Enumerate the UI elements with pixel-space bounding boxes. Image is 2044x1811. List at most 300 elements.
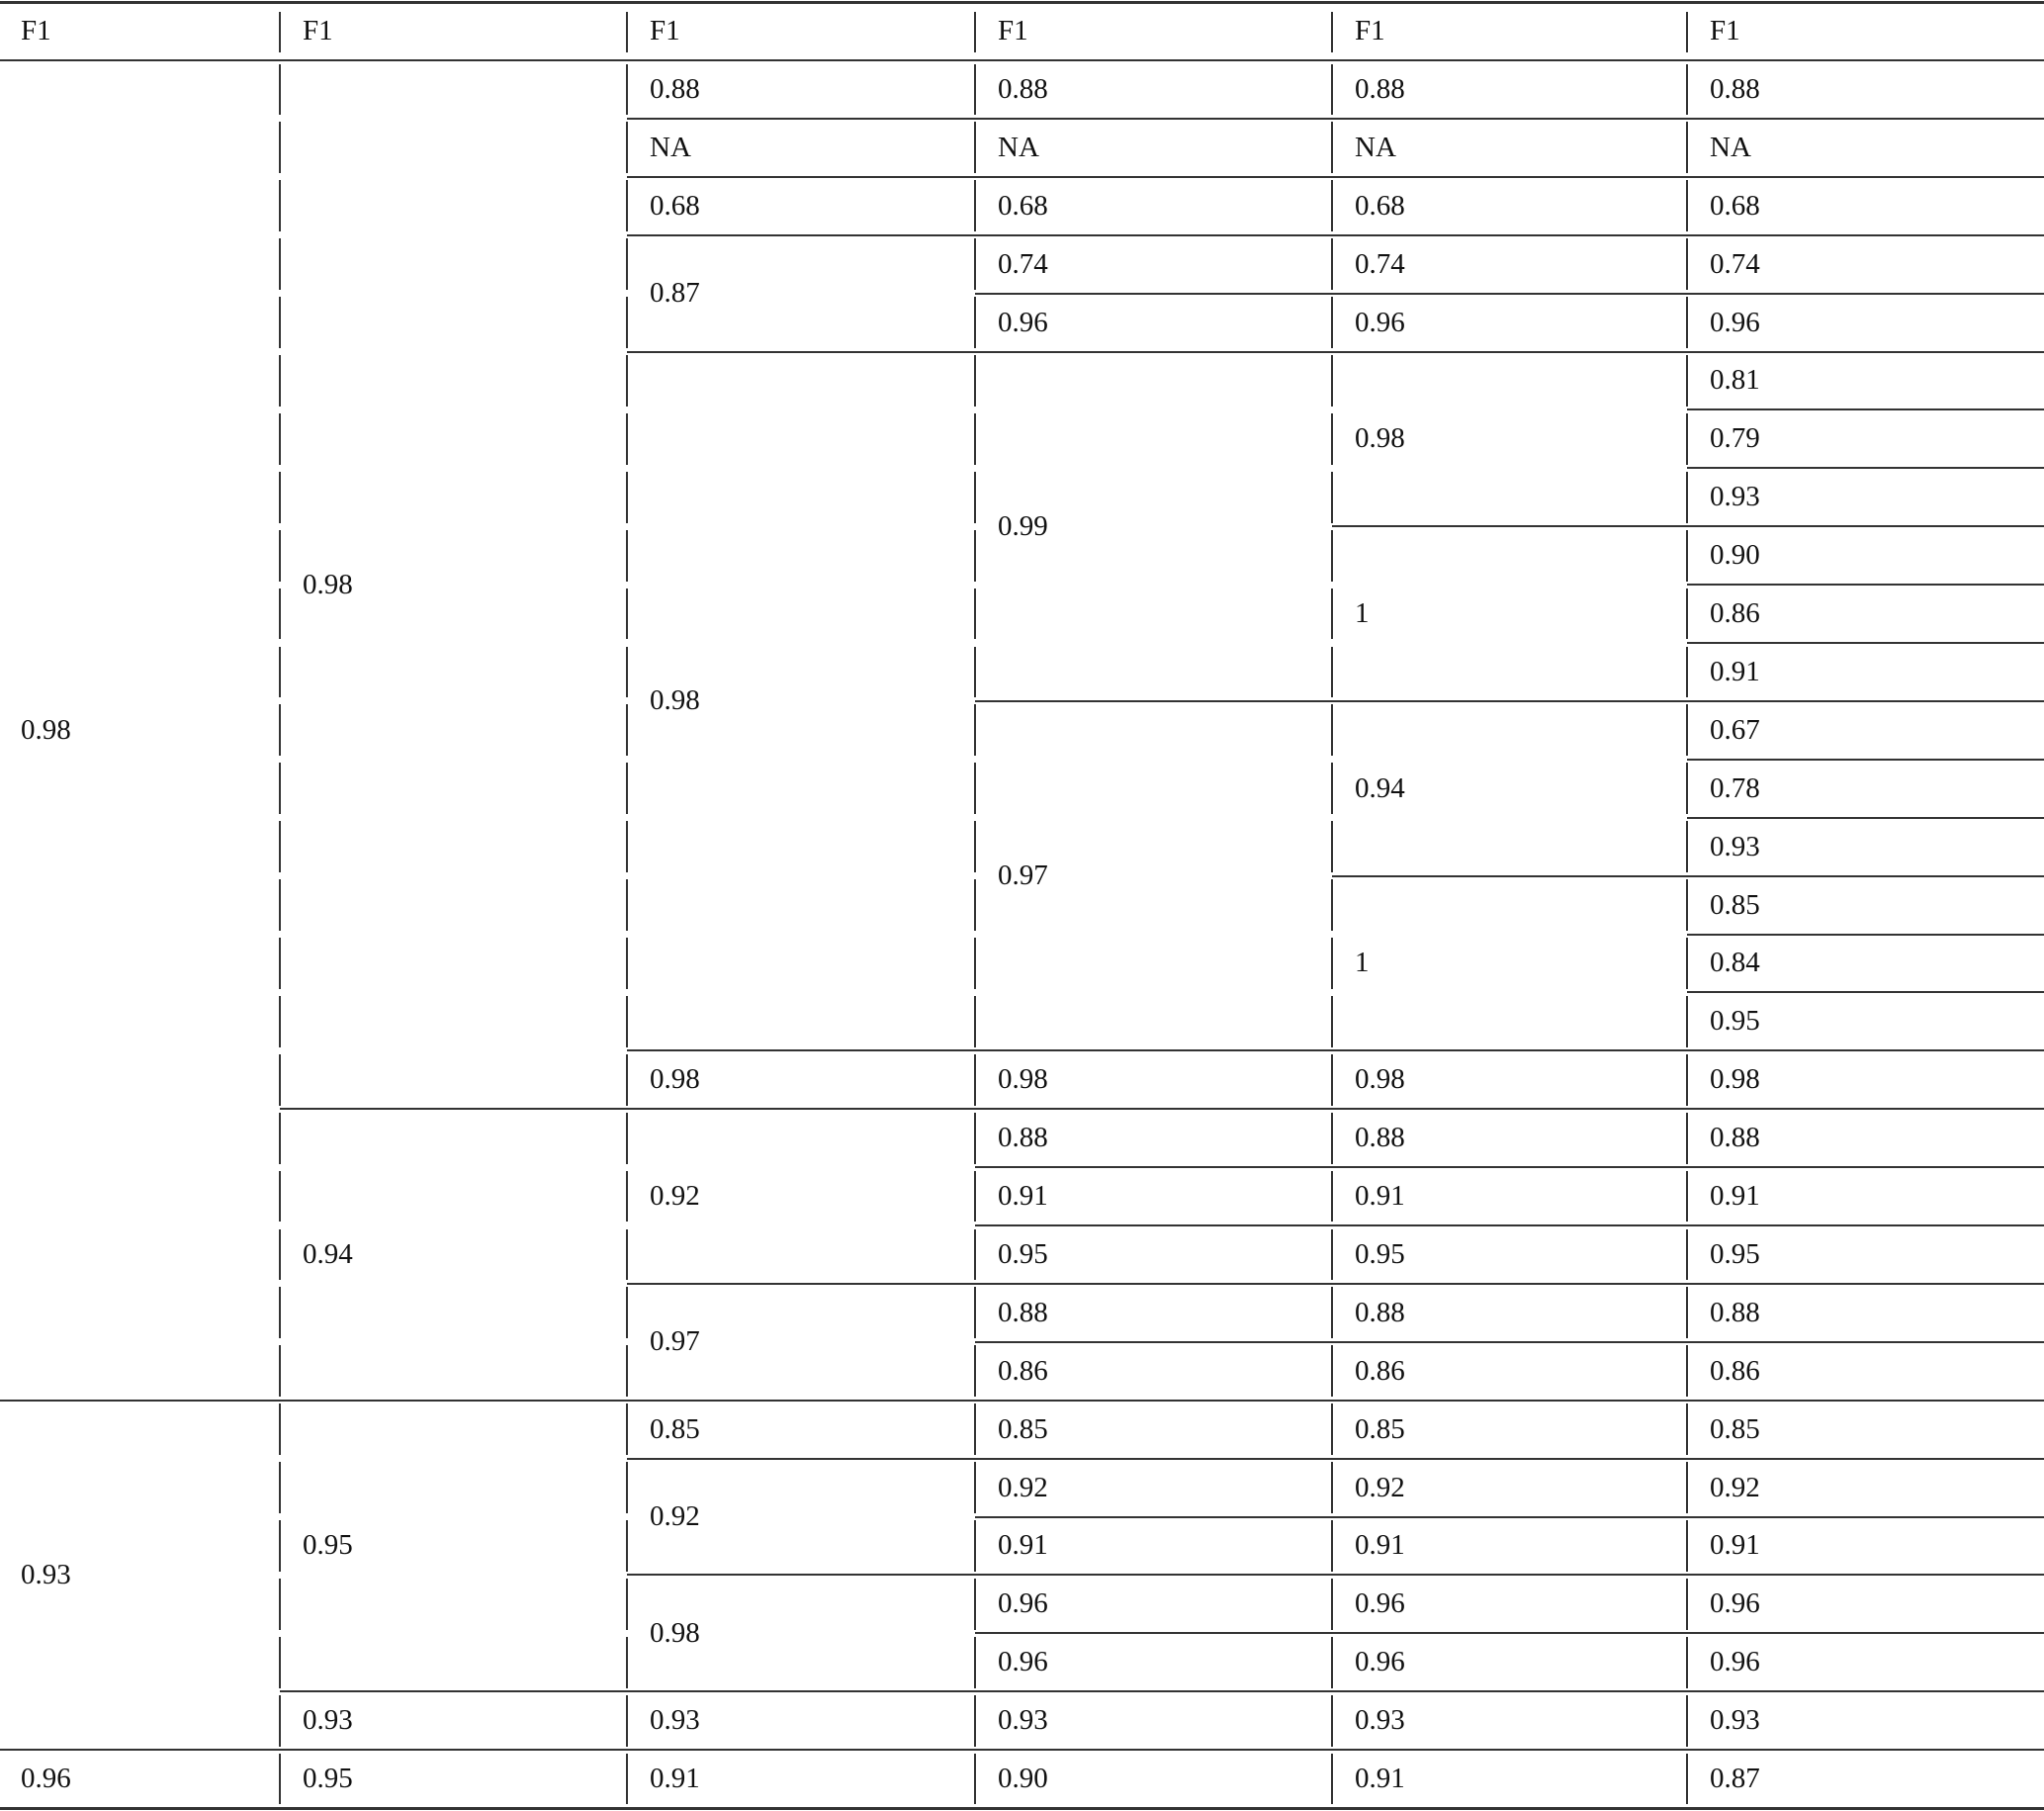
column-separator [279,1404,281,1455]
undefined [1689,585,2044,643]
class-name: 0.96 [998,1587,1048,1620]
column-separator [974,355,976,407]
class-name: 0.88 [1355,1122,1405,1154]
class-name: 0.91 [1355,1763,1405,1795]
class-name: 0.88 [1710,1122,1760,1154]
column-separator [974,180,976,231]
undefined [1334,352,1687,527]
column-separator [279,763,281,814]
column-separator [1331,1113,1333,1164]
class-name: 0.91 [1710,1529,1760,1562]
column-separator [279,1462,281,1513]
column-separator [974,1637,976,1688]
class-name: 0.88 [1710,72,1760,105]
column-separator [1331,122,1333,173]
undefined [1334,1517,1687,1576]
undefined [1334,177,1687,235]
column-separator [626,938,628,989]
column-separator [1686,647,1688,698]
column-separator [1686,1404,1688,1455]
undefined [1689,119,2044,177]
undefined [1689,1691,2044,1750]
class-name: 0.85 [1710,1412,1760,1445]
column-separator [1331,1520,1333,1572]
column-separator [626,1695,628,1747]
class-name: 0.88 [1355,1296,1405,1328]
undefined [977,294,1332,352]
class-name: 0.91 [1710,1180,1760,1213]
class-name: 0.93 [21,1558,71,1590]
undefined [1689,1050,2044,1109]
column-separator [1331,64,1333,116]
column-separator [279,996,281,1047]
undefined [1334,1750,1687,1808]
column-separator [974,1695,976,1747]
column-separator [626,64,628,116]
column-separator [279,704,281,756]
undefined [1689,235,2044,294]
undefined [1689,701,2044,760]
undefined [1689,1109,2044,1167]
column-separator [1686,355,1688,407]
column-separator [974,1287,976,1338]
undefined [977,1284,1332,1342]
column-separator [1686,1637,1688,1688]
undefined [1689,1633,2044,1691]
undefined [629,177,975,235]
class-name: 0.98 [1355,422,1405,455]
column-separator [626,1462,628,1513]
column-separator [974,1171,976,1222]
class-name: 0.95 [303,1763,353,1795]
column-separator [1331,530,1333,582]
column-separator [1686,1054,1688,1106]
column-separator [1686,1113,1688,1164]
undefined [977,1342,1332,1401]
class-name: 0.97 [650,1325,700,1358]
undefined [977,1109,1332,1167]
class-name: 0.86 [1710,1354,1760,1387]
class-name: 0.94 [303,1237,353,1270]
column-separator [974,704,976,756]
undefined [1689,992,2044,1050]
column-separator [1331,879,1333,931]
column-separator [279,1287,281,1338]
undefined [977,1459,1332,1517]
class-name: 0.98 [650,684,700,717]
column-separator [1331,763,1333,814]
column-separator [1331,1695,1333,1747]
column-separator [974,1404,976,1455]
undefined [977,1750,1332,1808]
class-name: NA [650,131,691,163]
column-separator [1686,64,1688,116]
column-separator [1686,996,1688,1047]
undefined [1689,1750,2044,1808]
column-separator [626,1520,628,1572]
column-separator [974,647,976,698]
undefined [1689,1517,2044,1576]
column-separator [974,1520,976,1572]
class-name: 0.92 [1355,1471,1405,1503]
undefined [1689,1459,2044,1517]
class-name: 0.98 [303,568,353,600]
undefined [977,1517,1332,1576]
class-name: 0.74 [1355,247,1405,280]
column-separator [974,763,976,814]
column-separator [626,530,628,582]
column-separator [279,1754,281,1805]
class-name: 0.95 [998,1237,1048,1270]
undefined [0,60,280,1401]
undefined [1689,876,2044,935]
column-separator [626,1637,628,1688]
class-name: 0.93 [1710,481,1760,513]
undefined [977,177,1332,235]
column-separator [1331,1579,1333,1630]
column-separator [626,1345,628,1397]
class-name: 0.92 [650,1180,700,1213]
class-name: 1 [1355,597,1370,630]
column-separator [626,589,628,640]
class-name: NA [1355,131,1396,163]
undefined [1689,643,2044,701]
class-name: 0.78 [1710,771,1760,804]
column-separator [279,1637,281,1688]
column-separator [974,238,976,290]
column-separator [1331,821,1333,872]
column-separator [1686,821,1688,872]
class-name: 0.88 [650,72,700,105]
class-name: 0.95 [1710,1005,1760,1038]
column-separator [279,1695,281,1747]
class-name: 0.93 [1710,1704,1760,1737]
column-separator [279,297,281,348]
column-separator [626,1054,628,1106]
undefined [629,1109,975,1284]
column-separator [1686,1171,1688,1222]
column-separator [279,64,281,116]
undefined [1334,701,1687,876]
column-separator [974,1754,976,1805]
undefined [1689,1575,2044,1633]
class-name: 0.81 [1710,364,1760,397]
column-separator [1686,122,1688,173]
column-separator [279,821,281,872]
class-name: 0.79 [1710,422,1760,455]
column-separator [974,1345,976,1397]
column-separator [1686,297,1688,348]
column-separator [1331,589,1333,640]
class-name: 0.98 [998,1063,1048,1096]
column-separator [279,1054,281,1106]
undefined [1689,1342,2044,1401]
class-name: 0.74 [998,247,1048,280]
class-name: 1 [1355,947,1370,979]
undefined [629,1575,975,1691]
column-separator [1331,297,1333,348]
class-name: 0.91 [1355,1180,1405,1213]
undefined [629,2,975,60]
undefined [1334,1342,1687,1401]
class-name: 0.88 [1355,72,1405,105]
class-name: 0.85 [998,1412,1048,1445]
column-separator [626,647,628,698]
class-name: 0.92 [650,1499,700,1532]
column-separator [279,647,281,698]
column-separator [626,763,628,814]
column-separator [626,704,628,756]
column-separator [279,1229,281,1281]
column-separator [279,589,281,640]
undefined [977,352,1332,701]
undefined [1334,1109,1687,1167]
column-separator [974,472,976,523]
column-separator [279,1345,281,1397]
undefined [282,2,627,60]
class-name: 0.86 [1355,1354,1405,1387]
undefined [1689,352,2044,410]
undefined [1689,1167,2044,1225]
column-separator [974,938,976,989]
column-separator [1331,12,1333,52]
class-name: 0.93 [1355,1704,1405,1737]
undefined [977,1691,1332,1750]
column-separator [1686,589,1688,640]
class-name: 0.96 [21,1763,71,1795]
column-separator [1686,1695,1688,1747]
column-separator [1331,1637,1333,1688]
column-separator [974,1113,976,1164]
column-separator [1331,938,1333,989]
column-separator [279,1579,281,1630]
undefined [282,1109,627,1401]
undefined [1689,818,2044,876]
undefined [629,235,975,352]
class-name: 0.74 [1710,247,1760,280]
column-separator [974,1579,976,1630]
column-separator [279,1171,281,1222]
class-name: 0.90 [1710,539,1760,572]
column-separator [1331,647,1333,698]
undefined [1334,1459,1687,1517]
column-separator [1686,1462,1688,1513]
class-name: 0.87 [1710,1763,1760,1795]
undefined [977,1401,1332,1459]
class-name: 0.87 [650,277,700,310]
undefined [1334,1225,1687,1284]
column-separator [1686,1520,1688,1572]
undefined [629,1401,975,1459]
column-separator [974,413,976,465]
undefined [977,235,1332,294]
undefined [1334,526,1687,701]
class-name: 0.93 [650,1704,700,1737]
column-separator [1686,1287,1688,1338]
column-separator [279,1113,281,1164]
undefined [1334,1575,1687,1633]
class-name: 0.68 [1355,189,1405,222]
undefined [0,1401,280,1750]
undefined [1689,1225,2044,1284]
column-separator [626,122,628,173]
column-separator [1686,1579,1688,1630]
column-separator [1331,1462,1333,1513]
undefined [282,1401,627,1692]
undefined [1689,294,2044,352]
column-separator [279,180,281,231]
column-separator [1331,1171,1333,1222]
undefined [1334,1633,1687,1691]
class-name: 0.98 [1355,1063,1405,1096]
column-separator [1686,1754,1688,1805]
undefined [1334,876,1687,1051]
column-separator [1331,1054,1333,1106]
class-name: 0.95 [1710,1237,1760,1270]
column-separator [1686,938,1688,989]
class-name: 0.85 [650,1412,700,1445]
column-separator [626,1113,628,1164]
undefined [282,1750,627,1808]
undefined [282,60,627,1109]
undefined [1689,177,2044,235]
column-separator [974,821,976,872]
column-separator [626,1754,628,1805]
class-name: 0.68 [1710,189,1760,222]
class-name: F1 [650,15,680,46]
column-separator [1686,763,1688,814]
undefined [629,1459,975,1576]
column-separator [1686,879,1688,931]
column-separator [626,1287,628,1338]
undefined [977,2,1332,60]
undefined [977,1633,1332,1691]
class-name: 0.98 [1710,1063,1760,1096]
class-name: 0.94 [1355,771,1405,804]
column-separator [279,238,281,290]
column-separator [1686,530,1688,582]
class-name: 0.88 [998,72,1048,105]
undefined [1334,60,1687,119]
column-separator [1686,180,1688,231]
undefined [1334,119,1687,177]
class-name: 0.91 [650,1763,700,1795]
class-name: 0.90 [998,1763,1048,1795]
class-name: 0.68 [998,189,1048,222]
undefined [629,1284,975,1401]
column-separator [626,297,628,348]
undefined [629,119,975,177]
undefined [1689,468,2044,526]
column-separator [1331,1345,1333,1397]
undefined [282,1691,627,1750]
undefined [1689,1401,2044,1459]
column-separator [974,1462,976,1513]
class-name: F1 [21,15,51,46]
undefined [629,1691,975,1750]
class-name: 0.93 [1710,830,1760,862]
undefined [977,1225,1332,1284]
class-name: F1 [303,15,333,46]
undefined [1334,1167,1687,1225]
class-name: 0.92 [1710,1471,1760,1503]
undefined [629,1050,975,1109]
undefined [0,1750,280,1808]
column-separator [279,355,281,407]
column-separator [1331,1404,1333,1455]
undefined [977,60,1332,119]
column-separator [1686,12,1688,52]
undefined [1334,1691,1687,1750]
column-separator [279,12,281,52]
column-separator [1331,472,1333,523]
undefined [0,2,280,60]
class-name: 0.96 [998,1646,1048,1678]
column-separator [1686,1229,1688,1281]
column-separator [1331,1287,1333,1338]
column-separator [1686,1345,1688,1397]
class-name: 0.91 [998,1180,1048,1213]
column-separator [279,879,281,931]
class-name: 0.98 [650,1616,700,1649]
class-name: 0.88 [998,1122,1048,1154]
class-name: F1 [1710,15,1740,46]
undefined [977,701,1332,1050]
column-separator [1331,1229,1333,1281]
column-separator [1686,704,1688,756]
undefined [1689,2,2044,60]
class-name: F1 [998,15,1028,46]
undefined [1334,235,1687,294]
undefined [1689,526,2044,585]
class-name: 0.92 [998,1471,1048,1503]
class-name: NA [998,131,1039,163]
column-separator [1331,355,1333,407]
column-separator [1331,238,1333,290]
column-separator [974,122,976,173]
undefined [977,1575,1332,1633]
class-name: 0.98 [21,713,71,746]
undefined [1689,935,2044,993]
undefined [629,352,975,1051]
undefined [977,1167,1332,1225]
column-separator [626,1404,628,1455]
undefined [1689,409,2044,468]
class-name: 0.85 [1710,888,1760,921]
column-separator [279,122,281,173]
undefined [977,1050,1332,1109]
class-name: 0.91 [1355,1529,1405,1562]
column-separator [1686,413,1688,465]
class-name: 0.96 [1355,306,1405,338]
column-separator [974,589,976,640]
column-separator [974,879,976,931]
column-separator [626,238,628,290]
class-name: 0.96 [1355,1587,1405,1620]
column-separator [626,472,628,523]
undefined [1334,294,1687,352]
class-name: 0.96 [1710,1587,1760,1620]
class-name: 0.99 [998,509,1048,542]
undefined [629,1750,975,1808]
class-name: 0.91 [1710,655,1760,687]
column-separator [626,1171,628,1222]
column-separator [1686,238,1688,290]
class-name: 0.68 [650,189,700,222]
class-name: 0.96 [1355,1646,1405,1678]
class-name: 0.96 [1710,1646,1760,1678]
column-separator [626,413,628,465]
